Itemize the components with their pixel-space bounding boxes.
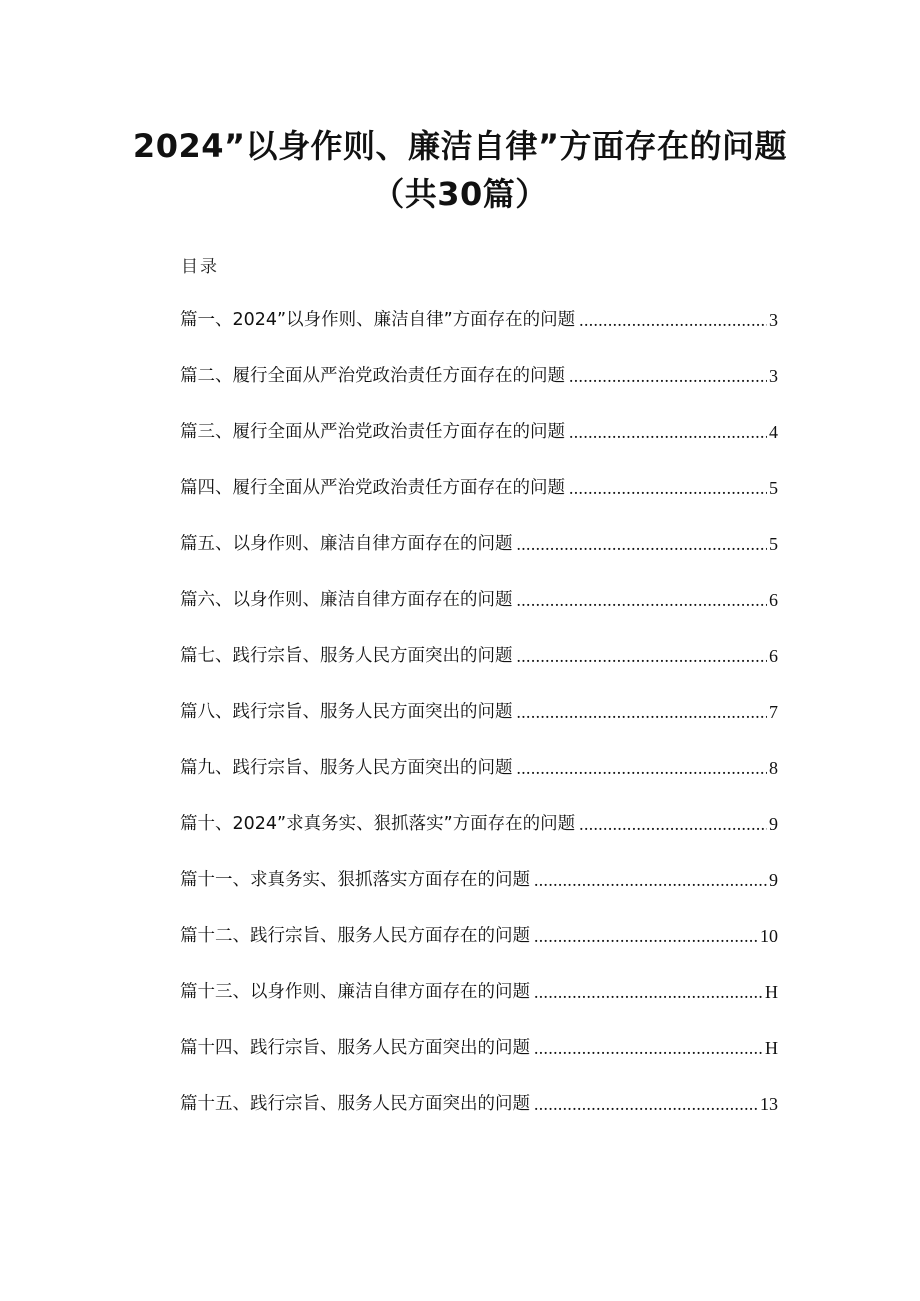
dot-leader: [569, 418, 767, 446]
toc-entry-page: 9: [769, 814, 778, 834]
toc-entry-title: 篇九、践行宗旨、服务人民方面突出的问题: [180, 758, 513, 778]
toc-entry-9[interactable]: [180, 754, 778, 810]
toc-heading: 目录: [181, 257, 219, 277]
dot-leader: [534, 866, 767, 894]
toc-entry-title: 篇一、2024”以身作则、廉洁自律”方面存在的问题: [180, 310, 576, 330]
toc-entry-title: 篇七、践行宗旨、服务人民方面突出的问题: [180, 646, 513, 666]
toc-entry-title: 篇三、履行全面从严治党政治责任方面存在的问题: [180, 422, 565, 442]
toc-entry-14[interactable]: [180, 1034, 778, 1090]
toc-entry-title: 篇五、以身作则、廉洁自律方面存在的问题: [180, 534, 513, 554]
dot-leader: [579, 810, 767, 838]
dot-leader: [534, 978, 763, 1006]
toc-entry-11[interactable]: [180, 866, 778, 922]
dot-leader: [534, 1034, 763, 1062]
toc-entry-title: 篇十五、践行宗旨、服务人民方面突出的问题: [180, 1094, 530, 1114]
toc-entry-page: 4: [769, 422, 778, 442]
toc-entry-12[interactable]: [180, 922, 778, 978]
toc-entry-page: H: [765, 982, 778, 1002]
toc-entry-2[interactable]: [180, 362, 778, 418]
toc-entry-page: 8: [769, 758, 778, 778]
toc-entry-7[interactable]: [180, 642, 778, 698]
toc-entry-page: 7: [769, 702, 778, 722]
dot-leader: [534, 1090, 758, 1118]
toc-entry-6[interactable]: [180, 586, 778, 642]
toc-entry-page: 10: [760, 926, 778, 946]
document-subtitle: （共30篇）: [372, 175, 548, 213]
toc-entry-page: 6: [769, 646, 778, 666]
toc-entry-3[interactable]: [180, 418, 778, 474]
dot-leader: [517, 530, 768, 558]
toc-entry-page: 5: [769, 534, 778, 554]
toc-entry-13[interactable]: [180, 978, 778, 1034]
dot-leader: [517, 642, 768, 670]
toc-entry-title: 篇十四、践行宗旨、服务人民方面突出的问题: [180, 1038, 530, 1058]
dot-leader: [517, 754, 768, 782]
dot-leader: [579, 306, 767, 334]
toc-entry-page: 5: [769, 478, 778, 498]
toc-entry-title: 篇十一、求真务实、狠抓落实方面存在的问题: [180, 870, 530, 890]
dot-leader: [569, 362, 767, 390]
toc-entry-title: 篇四、履行全面从严治党政治责任方面存在的问题: [180, 478, 565, 498]
toc-entry-page: 3: [769, 366, 778, 386]
toc-entry-10[interactable]: [180, 810, 778, 866]
toc-entry-8[interactable]: [180, 698, 778, 754]
toc-entry-page: H: [765, 1038, 778, 1058]
toc-entry-page: 13: [760, 1094, 778, 1114]
dot-leader: [517, 698, 768, 726]
toc-entry-1[interactable]: [180, 306, 778, 362]
toc-entry-4[interactable]: [180, 474, 778, 530]
toc-entry-page: 3: [769, 310, 778, 330]
toc-entry-page: 9: [769, 870, 778, 890]
toc-entry-15[interactable]: [180, 1090, 778, 1146]
toc-entry-title: 篇十二、践行宗旨、服务人民方面存在的问题: [180, 926, 530, 946]
document-title: 2024”以身作则、廉洁自律”方面存在的问题: [132, 127, 788, 165]
table-of-contents: [180, 306, 778, 1146]
toc-entry-title: 篇二、履行全面从严治党政治责任方面存在的问题: [180, 366, 565, 386]
dot-leader: [534, 922, 758, 950]
toc-entry-title: 篇六、以身作则、廉洁自律方面存在的问题: [180, 590, 513, 610]
dot-leader: [569, 474, 767, 502]
toc-entry-5[interactable]: [180, 530, 778, 586]
dot-leader: [517, 586, 768, 614]
toc-entry-title: 篇十、2024”求真务实、狠抓落实”方面存在的问题: [180, 814, 576, 834]
toc-entry-title: 篇十三、以身作则、廉洁自律方面存在的问题: [180, 982, 530, 1002]
toc-entry-page: 6: [769, 590, 778, 610]
toc-entry-title: 篇八、践行宗旨、服务人民方面突出的问题: [180, 702, 513, 722]
